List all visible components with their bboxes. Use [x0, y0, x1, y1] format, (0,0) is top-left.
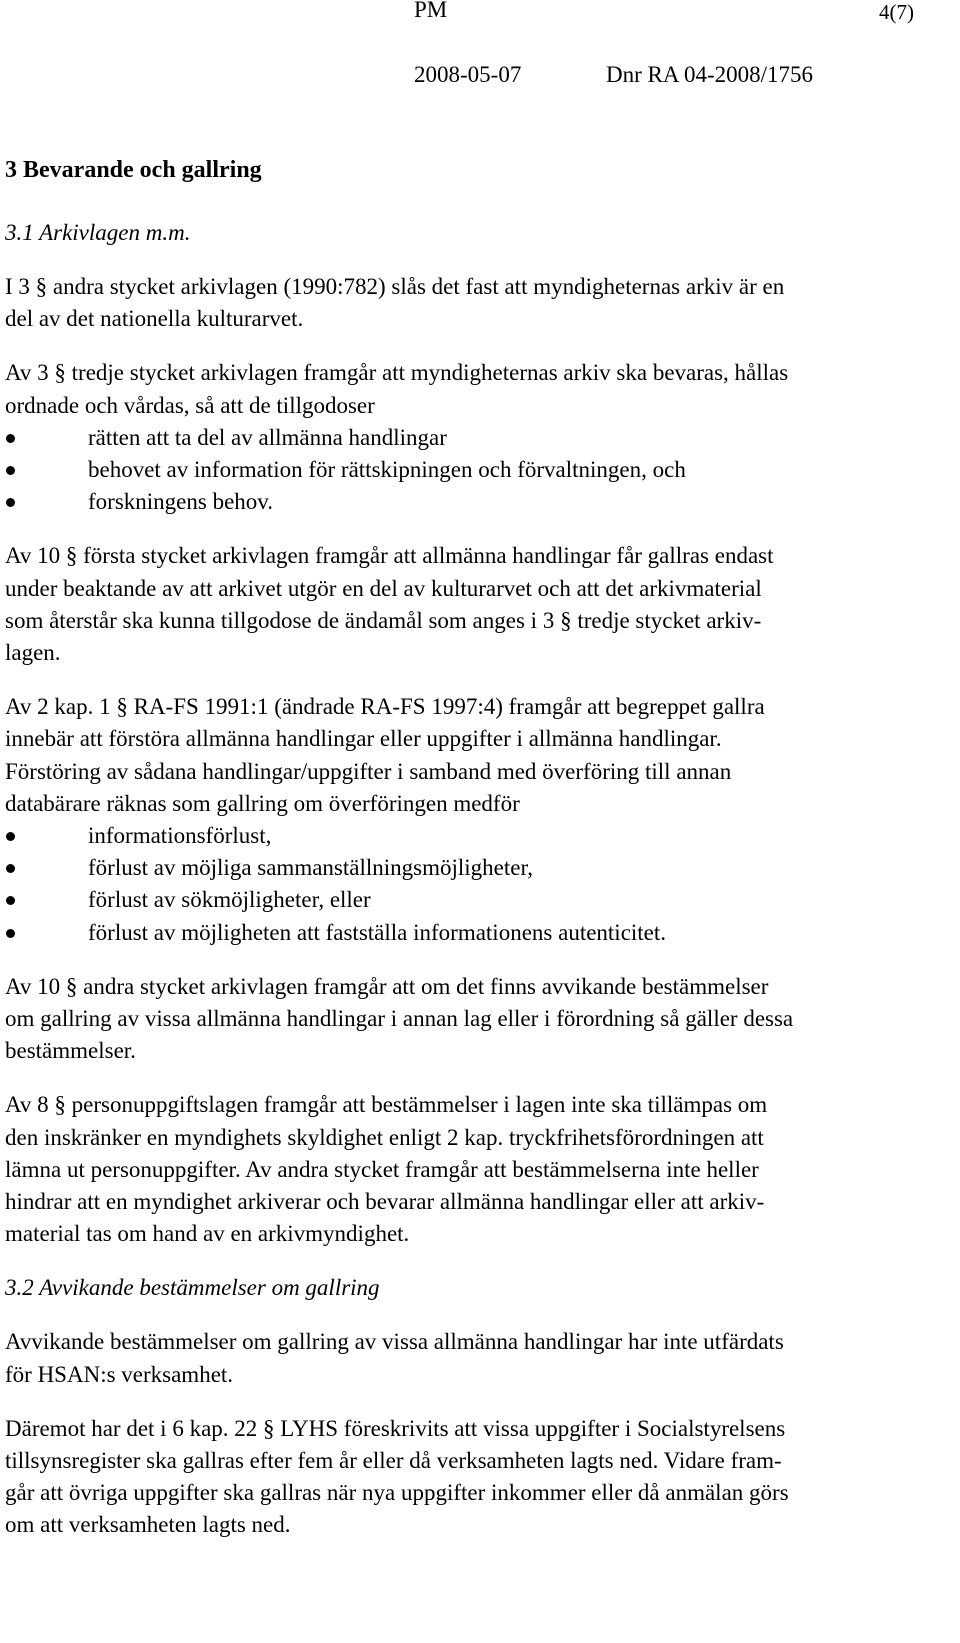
header-dnr: Dnr RA 04-2008/1756	[606, 62, 813, 87]
list-item: förlust av möjligheten att fastställa informationens autenticitet.	[5, 917, 957, 949]
text-line: lagen.	[5, 639, 61, 665]
text-line: tillsynsregister ska gallras efter fem år eller då verksamheten lagts ned. Vidare fram-	[5, 1447, 782, 1473]
bullet-icon	[6, 434, 15, 443]
paragraph-lyhs	[5, 1413, 957, 1542]
text-line: Däremot har det i 6 kap. 22 § LYHS föreskrivits att vissa uppgifter i Socialstyrelsens	[5, 1415, 786, 1441]
text-line: som återstår ska kunna tillgodose de ändamål som anges i 3 § tredje stycket arkiv-	[5, 607, 762, 633]
text-line: Av 2 kap. 1 § RA-FS 1991:1 (ändrade RA-FS 1997:4) framgår att begreppet gallra	[5, 694, 765, 720]
text-line: går att övriga uppgifter ska gallras när nya uppgifter inkommer eller då anmälan görs	[5, 1480, 789, 1506]
text-line: databärare räknas som gallring om överföringen medför	[5, 790, 520, 816]
bullet-icon	[6, 498, 15, 507]
list-item: informationsförlust,	[5, 820, 957, 852]
bullet-icon	[6, 929, 15, 938]
paragraph-personuppgiftslagen	[5, 1089, 957, 1250]
text-line: Av 10 § första stycket arkivlagen framgår att allmänna handlingar får gallras endast	[5, 543, 774, 569]
bullet-icon	[6, 466, 15, 475]
text-line: Förstöring av sådana handlingar/uppgifter i samband med överföring till annan	[5, 758, 732, 784]
list-item: förlust av sökmöjligheter, eller	[5, 884, 957, 916]
bullet-list-forluster	[5, 820, 957, 949]
text-line: bestämmelser.	[5, 1038, 136, 1064]
section-title: 3 Bevarande och gallring	[5, 157, 262, 183]
text-line: innebär att förstöra allmänna handlingar eller uppgifter i allmänna handlingar.	[5, 726, 722, 752]
header-date: 2008-05-07	[414, 62, 522, 87]
header-pm: PM	[414, 0, 448, 22]
paragraph-arkivlagen-3-andra	[5, 271, 957, 335]
text-line: Av 8 § personuppgiftslagen framgår att bestämmelser i lagen inte ska tillämpas om	[5, 1092, 768, 1118]
text-line: om att verksamheten lagts ned.	[5, 1512, 291, 1538]
paragraph-arkivlagen-10-forsta	[5, 540, 957, 669]
bullet-icon	[6, 864, 15, 873]
text-line: om gallring av vissa allmänna handlingar i annan lag eller i förordning så gäller dessa	[5, 1005, 794, 1031]
bullet-icon	[6, 896, 15, 905]
text-line: under beaktande av att arkivet utgör en del av kulturarvet och att det arkivmaterial	[5, 575, 762, 601]
paragraph-ra-fs	[5, 691, 957, 820]
text-line: hindrar att en myndighet arkiverar och bevarar allmänna handlingar eller att arkiv-	[5, 1188, 765, 1214]
text-line: material tas om hand av en arkivmyndighet.	[5, 1221, 410, 1247]
bullet-list-tillgodoser	[5, 422, 957, 519]
paragraph-arkivlagen-3-tredje	[5, 357, 957, 421]
list-item: behovet av information för rättskipningen och förvaltningen, och	[5, 454, 957, 486]
text-line: Av 10 § andra stycket arkivlagen framgår att om det finns avvikande bestämmelser	[5, 973, 769, 999]
text-line: Avvikande bestämmelser om gallring av vissa allmänna handlingar har inte utfärdats	[5, 1329, 784, 1355]
subsection-title-3-1: 3.1 Arkivlagen m.m.	[5, 220, 191, 245]
text-line: lämna ut personuppgifter. Av andra stycket framgår att bestämmelserna inte heller	[5, 1156, 759, 1182]
list-item: forskningens behov.	[5, 486, 957, 518]
text-line: för HSAN:s verksamhet.	[5, 1361, 234, 1387]
bullet-icon	[6, 832, 15, 841]
paragraph-avvikande	[5, 1326, 957, 1390]
list-item: förlust av möjliga sammanställningsmöjligheter,	[5, 852, 957, 884]
paragraph-arkivlagen-10-andra	[5, 971, 957, 1068]
text-line: den inskränker en myndighets skyldighet enligt 2 kap. tryckfrihetsförordningen att	[5, 1124, 764, 1150]
subsection-title-3-2: 3.2 Avvikande bestämmelser om gallring	[5, 1275, 380, 1301]
document-body	[5, 152, 957, 1542]
text-line: del av det nationella kulturarvet.	[5, 306, 304, 332]
list-item: rätten att ta del av allmänna handlingar	[5, 422, 957, 454]
text-line: ordnade och vårdas, så att de tillgodoser	[5, 392, 375, 418]
text-line: I 3 § andra stycket arkivlagen (1990:782) slås det fast att myndigheternas arkiv är en	[5, 274, 785, 299]
header-page-number: 4(7)	[879, 0, 914, 24]
text-line: Av 3 § tredje stycket arkivlagen framgår att myndigheternas arkiv ska bevaras, hållas	[5, 360, 789, 386]
